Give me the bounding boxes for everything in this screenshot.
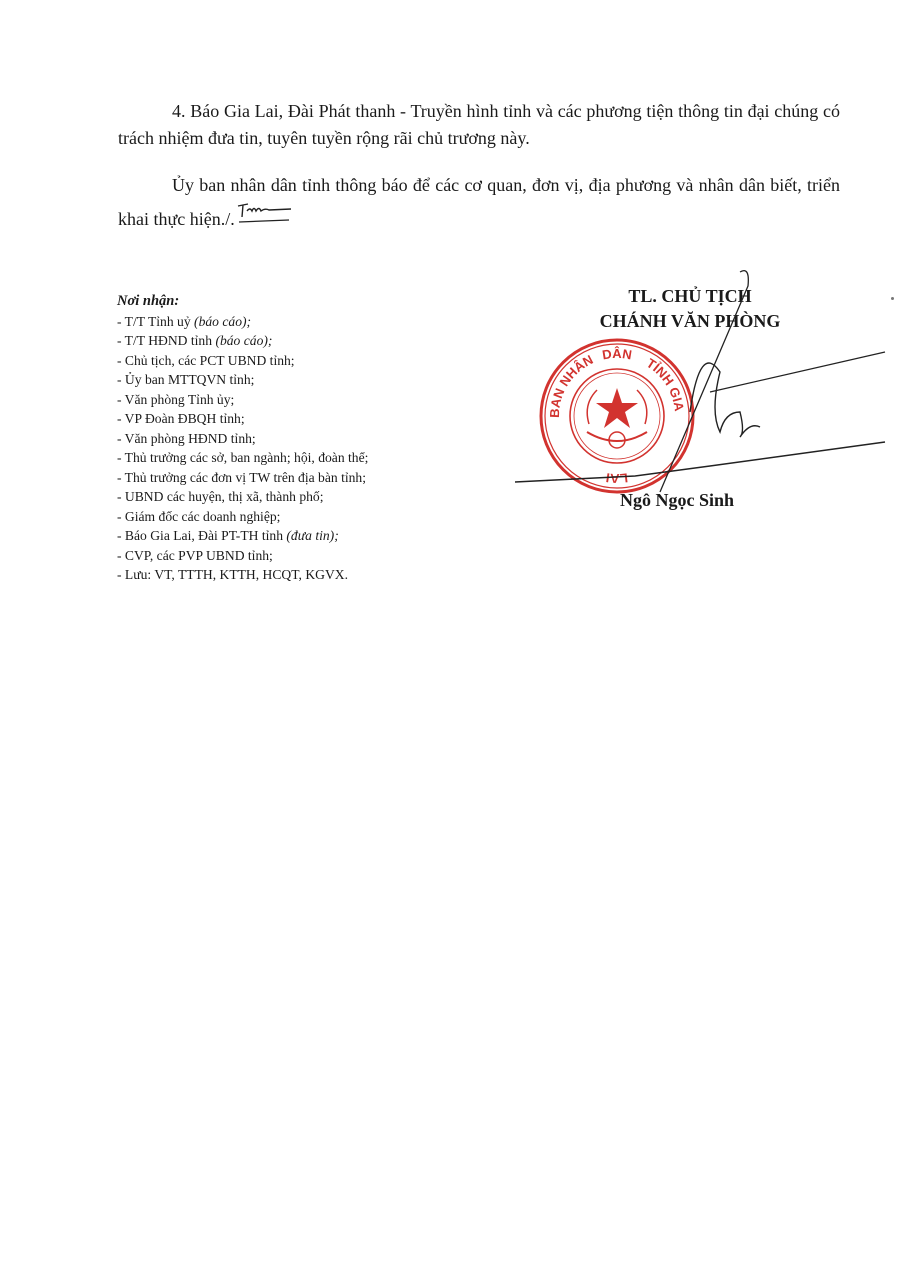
recipient-item: - Ủy ban MTTQVN tỉnh; — [117, 372, 255, 387]
recipient-item: - Văn phòng Tỉnh ủy; — [117, 391, 235, 407]
recipient-item: - T/T Tỉnh uỷ (báo cáo); — [117, 313, 252, 329]
recipient-item: - Thủ trưởng các đơn vị TW trên địa bàn tỉnh; — [117, 469, 367, 485]
recipients-block — [117, 292, 477, 585]
svg-text:LAI: LAI — [604, 470, 629, 487]
signature-title: TL. CHỦ TỊCH — [628, 286, 752, 306]
recipient-item: - VP Đoàn ĐBQH tỉnh; — [117, 411, 245, 426]
signature-position: CHÁNH VĂN PHÒNG — [599, 311, 781, 331]
recipient-item: - Lưu: VT, TTTH, KTTH, HCQT, KGVX. — [117, 567, 349, 582]
paragraph-4-text: 4. Báo Gia Lai, Đài Phát thanh - Truyền hình tỉnh và các phương tiện thông tin đại chúng có trách nhiệm đưa tin, tuyên tuyền rộng rãi chủ trương này. — [118, 101, 840, 148]
paragraph-5-text: Ủy ban nhân dân tỉnh thông báo để các cơ quan, đơn vị, địa phương và nhân dân biết, triển khai thực hiện./. — [118, 175, 840, 229]
recipients-title: Nơi nhận: — [117, 293, 180, 309]
recipient-item: - Giám đốc các doanh nghiệp; — [117, 508, 281, 524]
svg-text:TỈNH GIA: TỈNH GIA — [643, 355, 687, 413]
signer-name: Ngô Ngọc Sinh — [620, 490, 735, 510]
svg-text:DÂN: DÂN — [601, 346, 633, 363]
recipient-item: - Văn phòng HĐND tỉnh; — [117, 430, 256, 446]
recipient-item: - Chủ tịch, các PCT UBND tỉnh; — [117, 352, 295, 368]
recipient-item: - Báo Gia Lai, Đài PT-TH tỉnh (đưa tin); — [117, 528, 339, 543]
recipient-item: - UBND các huyện, thị xã, thành phố; — [117, 489, 324, 504]
recipient-item: - T/T HĐND tỉnh (báo cáo); — [117, 333, 273, 348]
svg-text:BAN NHÂN: BAN NHÂN — [546, 351, 596, 419]
paragraph-5 — [118, 172, 840, 233]
handwritten-signature-icon — [510, 262, 900, 494]
recipients-list — [117, 312, 477, 585]
scan-speck — [891, 297, 894, 300]
paragraph-4 — [118, 98, 840, 152]
recipient-item: - Thủ trưởng các sở, ban ngành; hội, đoàn thể; — [117, 450, 369, 465]
initial-mark-icon — [235, 199, 293, 225]
recipient-item: - CVP, các PVP UBND tỉnh; — [117, 547, 273, 563]
